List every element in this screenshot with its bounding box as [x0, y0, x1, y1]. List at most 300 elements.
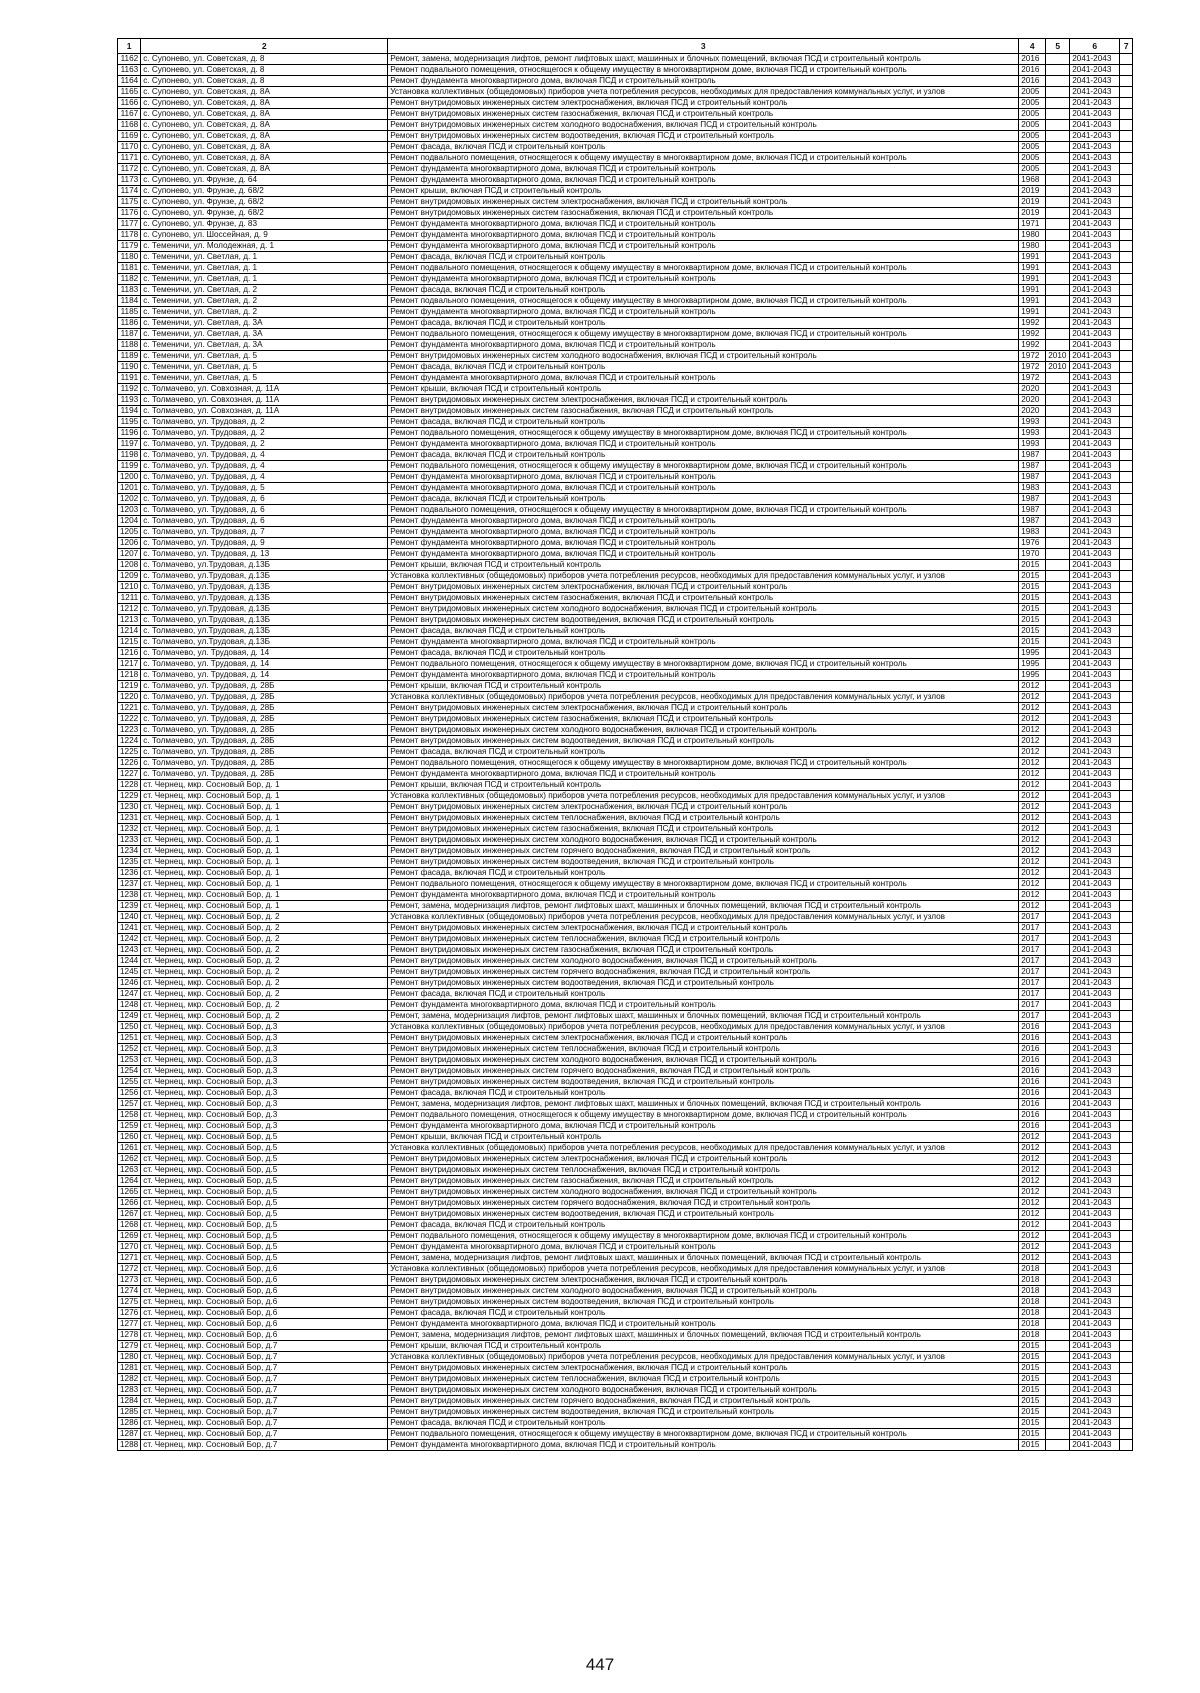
table-cell-col-4: 2012 [1019, 879, 1046, 890]
table-cell-col-1: 1242 [118, 934, 141, 945]
table-cell-col-1: 1212 [118, 604, 141, 615]
table-cell-col-1: 1287 [118, 1429, 141, 1440]
table-cell-col-4: 2019 [1019, 208, 1046, 219]
table-cell-col-7 [1120, 1143, 1133, 1154]
table-cell-col-3: Ремонт внутридомовых инженерных систем газоснабжения, включая ПСД и строительный контроль [388, 824, 1019, 835]
table-cell-col-2: с. Супонево, ул. Фрунзе, д. 68/2 [141, 186, 388, 197]
table-row [118, 1429, 1133, 1440]
table-cell-col-7 [1120, 230, 1133, 241]
table-cell-col-5 [1046, 1253, 1070, 1264]
table-cell-col-4: 1987 [1019, 450, 1046, 461]
table-row [118, 758, 1133, 769]
column-header: 2 [141, 39, 388, 54]
table-row [118, 1165, 1133, 1176]
table-cell-col-6: 2041-2043 [1070, 912, 1120, 923]
table-cell-col-6: 2041-2043 [1070, 582, 1120, 593]
table-cell-col-1: 1187 [118, 329, 141, 340]
table-cell-col-6: 2041-2043 [1070, 956, 1120, 967]
table-cell-col-5 [1046, 1154, 1070, 1165]
table-cell-col-5 [1046, 780, 1070, 791]
table-cell-col-3: Ремонт фундамента многоквартирного дома, включая ПСД и строительный контроль [388, 76, 1019, 87]
table-cell-col-6: 2041-2043 [1070, 131, 1120, 142]
table-cell-col-5 [1046, 1363, 1070, 1374]
table-cell-col-5 [1046, 1319, 1070, 1330]
table-cell-col-6: 2041-2043 [1070, 461, 1120, 472]
table-cell-col-4: 2020 [1019, 406, 1046, 417]
table-cell-col-3: Ремонт фасада, включая ПСД и строительный контроль [388, 1418, 1019, 1429]
table-cell-col-3: Ремонт внутридомовых инженерных систем теплоснабжения, включая ПСД и строительный контроль [388, 1165, 1019, 1176]
table-cell-col-5 [1046, 549, 1070, 560]
table-cell-col-4: 1983 [1019, 527, 1046, 538]
table-cell-col-3: Ремонт подвального помещения, относящегося к общему имуществу в многоквартирном доме, включая ПСД и строительный контроль [388, 329, 1019, 340]
table-cell-col-3: Ремонт фасада, включая ПСД и строительный контроль [388, 285, 1019, 296]
table-cell-col-2: с. Теменичи, ул. Светлая, д. 1 [141, 263, 388, 274]
repair-schedule-table [117, 38, 1133, 1451]
table-row [118, 296, 1133, 307]
table-cell-col-3: Ремонт фундамента многоквартирного дома, включая ПСД и строительный контроль [388, 1242, 1019, 1253]
table-cell-col-7 [1120, 219, 1133, 230]
table-cell-col-2: с. Толмачево, ул. Трудовая, д. 9 [141, 538, 388, 549]
table-cell-col-6: 2041-2043 [1070, 439, 1120, 450]
table-cell-col-7 [1120, 736, 1133, 747]
table-cell-col-5 [1046, 76, 1070, 87]
table-cell-col-2: с. Супонево, ул. Советская, д. 8 [141, 76, 388, 87]
table-cell-col-5 [1046, 1385, 1070, 1396]
table-cell-col-5 [1046, 1077, 1070, 1088]
table-cell-col-2: с. Супонево, ул. Советская, д. 8А [141, 109, 388, 120]
table-row [118, 472, 1133, 483]
table-row [118, 1110, 1133, 1121]
table-cell-col-6: 2041-2043 [1070, 714, 1120, 725]
table-cell-col-1: 1169 [118, 131, 141, 142]
table-row [118, 736, 1133, 747]
table-cell-col-6: 2041-2043 [1070, 1187, 1120, 1198]
table-cell-col-4: 2012 [1019, 1198, 1046, 1209]
table-cell-col-7 [1120, 87, 1133, 98]
table-cell-col-5 [1046, 230, 1070, 241]
table-cell-col-6: 2041-2043 [1070, 296, 1120, 307]
table-cell-col-7 [1120, 197, 1133, 208]
table-cell-col-6: 2041-2043 [1070, 505, 1120, 516]
table-cell-col-3: Ремонт фундамента многоквартирного дома, включая ПСД и строительный контроль [388, 670, 1019, 681]
table-cell-col-2: с. Толмачево, ул.Трудовая, д.13Б [141, 604, 388, 615]
table-cell-col-4: 2015 [1019, 560, 1046, 571]
table-cell-col-6: 2041-2043 [1070, 373, 1120, 384]
table-cell-col-5 [1046, 1132, 1070, 1143]
table-cell-col-4: 2016 [1019, 1022, 1046, 1033]
table-cell-col-2: с. Теменичи, ул. Светлая, д. 5 [141, 351, 388, 362]
table-cell-col-4: 2012 [1019, 868, 1046, 879]
table-row [118, 1000, 1133, 1011]
table-cell-col-1: 1282 [118, 1374, 141, 1385]
table-cell-col-3: Ремонт внутридомовых инженерных систем водоотведения, включая ПСД и строительный контроль [388, 978, 1019, 989]
table-cell-col-5 [1046, 439, 1070, 450]
table-cell-col-5 [1046, 1088, 1070, 1099]
table-row [118, 934, 1133, 945]
table-cell-col-7 [1120, 1385, 1133, 1396]
table-cell-col-2: с. Теменичи, ул. Светлая, д. 2 [141, 296, 388, 307]
table-cell-col-5 [1046, 1176, 1070, 1187]
table-cell-col-7 [1120, 1000, 1133, 1011]
table-cell-col-4: 2015 [1019, 626, 1046, 637]
column-header: 4 [1019, 39, 1046, 54]
table-cell-col-3: Ремонт внутридомовых инженерных систем газоснабжения, включая ПСД и строительный контроль [388, 1176, 1019, 1187]
table-cell-col-5 [1046, 593, 1070, 604]
table-cell-col-4: 2015 [1019, 615, 1046, 626]
table-cell-col-5 [1046, 736, 1070, 747]
table-cell-col-4: 2012 [1019, 747, 1046, 758]
table-row [118, 681, 1133, 692]
table-cell-col-3: Ремонт внутридомовых инженерных систем холодного водоснабжения, включая ПСД и строительный контроль [388, 1187, 1019, 1198]
table-cell-col-2: с. Теменичи, ул. Светлая, д. 3А [141, 340, 388, 351]
table-cell-col-3: Ремонт внутридомовых инженерных систем электроснабжения, включая ПСД и строительный контроль [388, 1363, 1019, 1374]
table-cell-col-2: ст. Чернец, мкр. Сосновый Бор, д. 1 [141, 824, 388, 835]
table-cell-col-3: Ремонт фундамента многоквартирного дома, включая ПСД и строительный контроль [388, 472, 1019, 483]
table-cell-col-7 [1120, 791, 1133, 802]
table-row [118, 362, 1133, 373]
table-cell-col-5 [1046, 417, 1070, 428]
table-cell-col-7 [1120, 1176, 1133, 1187]
table-cell-col-2: с. Толмачево, ул. Трудовая, д. 28Б [141, 692, 388, 703]
table-cell-col-5 [1046, 934, 1070, 945]
table-cell-col-5 [1046, 406, 1070, 417]
table-cell-col-5 [1046, 219, 1070, 230]
table-cell-col-6: 2041-2043 [1070, 450, 1120, 461]
table-cell-col-1: 1217 [118, 659, 141, 670]
table-cell-col-2: с. Теменичи, ул. Светлая, д. 3А [141, 318, 388, 329]
table-cell-col-6: 2041-2043 [1070, 252, 1120, 263]
table-cell-col-7 [1120, 846, 1133, 857]
table-cell-col-5 [1046, 516, 1070, 527]
table-cell-col-3: Ремонт внутридомовых инженерных систем горячего водоснабжения, включая ПСД и строительный контроль [388, 1396, 1019, 1407]
table-cell-col-4: 2018 [1019, 1319, 1046, 1330]
table-cell-col-3: Ремонт внутридомовых инженерных систем холодного водоснабжения, включая ПСД и строительный контроль [388, 351, 1019, 362]
table-cell-col-3: Ремонт подвального помещения, относящегося к общему имуществу в многоквартирном доме, включая ПСД и строительный контроль [388, 65, 1019, 76]
table-cell-col-3: Ремонт внутридомовых инженерных систем теплоснабжения, включая ПСД и строительный контроль [388, 1374, 1019, 1385]
table-cell-col-5 [1046, 879, 1070, 890]
table-cell-col-7 [1120, 1253, 1133, 1264]
table-cell-col-1: 1232 [118, 824, 141, 835]
table-cell-col-3: Ремонт внутридомовых инженерных систем холодного водоснабжения, включая ПСД и строительный контроль [388, 1286, 1019, 1297]
table-cell-col-1: 1211 [118, 593, 141, 604]
table-row [118, 439, 1133, 450]
table-row [118, 989, 1133, 1000]
table-cell-col-6: 2041-2043 [1070, 1220, 1120, 1231]
table-cell-col-6: 2041-2043 [1070, 351, 1120, 362]
table-cell-col-1: 1235 [118, 857, 141, 868]
table-cell-col-3: Ремонт подвального помещения, относящегося к общему имуществу в многоквартирном доме, включая ПСД и строительный контроль [388, 461, 1019, 472]
table-cell-col-4: 2017 [1019, 912, 1046, 923]
table-row [118, 1374, 1133, 1385]
table-row [118, 824, 1133, 835]
table-cell-col-1: 1288 [118, 1440, 141, 1451]
table-cell-col-3: Ремонт фасада, включая ПСД и строительный контроль [388, 494, 1019, 505]
table-cell-col-5 [1046, 1275, 1070, 1286]
table-cell-col-5 [1046, 1242, 1070, 1253]
table-cell-col-2: с. Супонево, ул. Советская, д. 8А [141, 142, 388, 153]
table-cell-col-7 [1120, 285, 1133, 296]
table-cell-col-4: 2017 [1019, 967, 1046, 978]
table-cell-col-7 [1120, 890, 1133, 901]
table-cell-col-1: 1197 [118, 439, 141, 450]
table-cell-col-6: 2041-2043 [1070, 1198, 1120, 1209]
table-cell-col-1: 1177 [118, 219, 141, 230]
table-cell-col-3: Ремонт внутридомовых инженерных систем электроснабжения, включая ПСД и строительный контроль [388, 98, 1019, 109]
table-cell-col-3: Ремонт, замена, модернизация лифтов, ремонт лифтовых шахт, машинных и блочных помещений, включая ПСД и строительный контроль [388, 1011, 1019, 1022]
table-cell-col-6: 2041-2043 [1070, 1165, 1120, 1176]
table-cell-col-3: Ремонт внутридомовых инженерных систем холодного водоснабжения, включая ПСД и строительный контроль [388, 1055, 1019, 1066]
table-cell-col-2: с. Толмачево, ул. Трудовая, д. 13 [141, 549, 388, 560]
table-cell-col-5 [1046, 461, 1070, 472]
table-row [118, 1319, 1133, 1330]
table-cell-col-7 [1120, 604, 1133, 615]
table-cell-col-6: 2041-2043 [1070, 164, 1120, 175]
table-cell-col-5 [1046, 692, 1070, 703]
table-cell-col-3: Ремонт фундамента многоквартирного дома, включая ПСД и строительный контроль [388, 1440, 1019, 1451]
table-cell-col-3: Ремонт внутридомовых инженерных систем газоснабжения, включая ПСД и строительный контроль [388, 109, 1019, 120]
table-cell-col-2: ст. Чернец, мкр. Сосновый Бор, д.3 [141, 1088, 388, 1099]
table-row [118, 659, 1133, 670]
table-cell-col-6: 2041-2043 [1070, 1440, 1120, 1451]
table-cell-col-6: 2041-2043 [1070, 901, 1120, 912]
table-row [118, 494, 1133, 505]
table-cell-col-5 [1046, 1264, 1070, 1275]
table-cell-col-7 [1120, 1033, 1133, 1044]
table-cell-col-2: с. Супонево, ул. Советская, д. 8А [141, 131, 388, 142]
table-cell-col-6: 2041-2043 [1070, 593, 1120, 604]
table-cell-col-2: с. Толмачево, ул. Трудовая, д. 5 [141, 483, 388, 494]
table-cell-col-4: 2016 [1019, 1110, 1046, 1121]
table-cell-col-4: 1995 [1019, 659, 1046, 670]
table-cell-col-7 [1120, 208, 1133, 219]
table-cell-col-4: 2015 [1019, 1396, 1046, 1407]
table-cell-col-2: ст. Чернец, мкр. Сосновый Бор, д.3 [141, 1044, 388, 1055]
table-cell-col-4: 2016 [1019, 1099, 1046, 1110]
table-cell-col-6: 2041-2043 [1070, 307, 1120, 318]
table-cell-col-1: 1168 [118, 120, 141, 131]
table-cell-col-2: с. Толмачево, ул. Трудовая, д. 4 [141, 461, 388, 472]
table-row [118, 912, 1133, 923]
table-cell-col-6: 2041-2043 [1070, 120, 1120, 131]
table-cell-col-5 [1046, 1231, 1070, 1242]
table-cell-col-1: 1163 [118, 65, 141, 76]
table-row [118, 967, 1133, 978]
table-cell-col-7 [1120, 461, 1133, 472]
table-cell-col-4: 2020 [1019, 384, 1046, 395]
table-row [118, 835, 1133, 846]
table-row [118, 1253, 1133, 1264]
table-row [118, 516, 1133, 527]
table-cell-col-7 [1120, 824, 1133, 835]
table-row [118, 1132, 1133, 1143]
table-cell-col-5 [1046, 241, 1070, 252]
table-cell-col-6: 2041-2043 [1070, 626, 1120, 637]
table-cell-col-1: 1209 [118, 571, 141, 582]
table-cell-col-3: Ремонт внутридомовых инженерных систем холодного водоснабжения, включая ПСД и строительный контроль [388, 956, 1019, 967]
table-cell-col-6: 2041-2043 [1070, 681, 1120, 692]
table-cell-col-7 [1120, 1363, 1133, 1374]
table-cell-col-4: 2016 [1019, 1077, 1046, 1088]
table-cell-col-7 [1120, 1264, 1133, 1275]
table-cell-col-2: ст. Чернец, мкр. Сосновый Бор, д.5 [141, 1209, 388, 1220]
table-cell-col-5 [1046, 1022, 1070, 1033]
table-cell-col-4: 1971 [1019, 219, 1046, 230]
table-cell-col-3: Установка коллективных (общедомовых) приборов учета потребления ресурсов, необходимых для предоставления коммунальных услуг, и узлов [388, 791, 1019, 802]
table-cell-col-7 [1120, 714, 1133, 725]
table-row [118, 956, 1133, 967]
table-cell-col-7 [1120, 593, 1133, 604]
table-cell-col-6: 2041-2043 [1070, 318, 1120, 329]
table-cell-col-7 [1120, 659, 1133, 670]
table-cell-col-1: 1221 [118, 703, 141, 714]
table-cell-col-2: с. Теменичи, ул. Светлая, д. 3А [141, 329, 388, 340]
table-cell-col-6: 2041-2043 [1070, 395, 1120, 406]
table-cell-col-6: 2041-2043 [1070, 967, 1120, 978]
table-cell-col-1: 1195 [118, 417, 141, 428]
table-row [118, 329, 1133, 340]
table-cell-col-6: 2041-2043 [1070, 1319, 1120, 1330]
table-cell-col-3: Ремонт внутридомовых инженерных систем газоснабжения, включая ПСД и строительный контроль [388, 714, 1019, 725]
table-cell-col-4: 2012 [1019, 890, 1046, 901]
table-cell-col-3: Ремонт крыши, включая ПСД и строительный контроль [388, 780, 1019, 791]
table-row [118, 1022, 1133, 1033]
table-cell-col-2: с. Толмачево, ул.Трудовая, д.13Б [141, 582, 388, 593]
table-row [118, 252, 1133, 263]
table-cell-col-3: Ремонт фундамента многоквартирного дома, включая ПСД и строительный контроль [388, 439, 1019, 450]
table-cell-col-6: 2041-2043 [1070, 725, 1120, 736]
table-cell-col-3: Ремонт крыши, включая ПСД и строительный контроль [388, 1132, 1019, 1143]
table-cell-col-3: Ремонт фасада, включая ПСД и строительный контроль [388, 626, 1019, 637]
table-row [118, 318, 1133, 329]
table-cell-col-2: ст. Чернец, мкр. Сосновый Бор, д.6 [141, 1275, 388, 1286]
table-cell-col-2: ст. Чернец, мкр. Сосновый Бор, д.7 [141, 1418, 388, 1429]
table-row [118, 604, 1133, 615]
table-cell-col-3: Ремонт фундамента многоквартирного дома, включая ПСД и строительный контроль [388, 1319, 1019, 1330]
table-cell-col-5 [1046, 1374, 1070, 1385]
table-cell-col-3: Ремонт крыши, включая ПСД и строительный контроль [388, 560, 1019, 571]
table-cell-col-6: 2041-2043 [1070, 219, 1120, 230]
table-row [118, 582, 1133, 593]
table-row [118, 1275, 1133, 1286]
table-cell-col-6: 2041-2043 [1070, 208, 1120, 219]
table-cell-col-4: 2017 [1019, 989, 1046, 1000]
table-cell-col-3: Ремонт фундамента многоквартирного дома, включая ПСД и строительный контроль [388, 230, 1019, 241]
table-cell-col-4: 2005 [1019, 131, 1046, 142]
table-cell-col-2: с. Толмачево, ул. Трудовая, д. 2 [141, 439, 388, 450]
table-cell-col-3: Ремонт внутридомовых инженерных систем водоотведения, включая ПСД и строительный контроль [388, 1209, 1019, 1220]
table-cell-col-7 [1120, 1088, 1133, 1099]
table-cell-col-2: с. Супонево, ул. Советская, д. 8А [141, 120, 388, 131]
table-row [118, 197, 1133, 208]
table-cell-col-7 [1120, 1440, 1133, 1451]
table-cell-col-3: Ремонт фасада, включая ПСД и строительный контроль [388, 648, 1019, 659]
table-cell-col-1: 1170 [118, 142, 141, 153]
table-row [118, 1396, 1133, 1407]
table-cell-col-5 [1046, 1044, 1070, 1055]
table-cell-col-1: 1257 [118, 1099, 141, 1110]
table-row [118, 1308, 1133, 1319]
table-cell-col-3: Ремонт подвального помещения, относящегося к общему имуществу в многоквартирном доме, включая ПСД и строительный контроль [388, 153, 1019, 164]
table-cell-col-1: 1220 [118, 692, 141, 703]
table-cell-col-3: Ремонт внутридомовых инженерных систем горячего водоснабжения, включая ПСД и строительный контроль [388, 967, 1019, 978]
table-cell-col-1: 1234 [118, 846, 141, 857]
table-cell-col-7 [1120, 758, 1133, 769]
table-cell-col-2: с. Толмачево, ул.Трудовая, д.13Б [141, 626, 388, 637]
table-cell-col-3: Ремонт внутридомовых инженерных систем водоотведения, включая ПСД и строительный контроль [388, 131, 1019, 142]
table-cell-col-4: 2012 [1019, 1253, 1046, 1264]
table-cell-col-4: 2019 [1019, 197, 1046, 208]
table-cell-col-5 [1046, 186, 1070, 197]
table-cell-col-1: 1238 [118, 890, 141, 901]
table-cell-col-6: 2041-2043 [1070, 989, 1120, 1000]
table-cell-col-3: Ремонт внутридомовых инженерных систем водоотведения, включая ПСД и строительный контроль [388, 615, 1019, 626]
table-cell-col-3: Ремонт, замена, модернизация лифтов, ремонт лифтовых шахт, машинных и блочных помещений, включая ПСД и строительный контроль [388, 1099, 1019, 1110]
table-row [118, 692, 1133, 703]
table-cell-col-4: 1987 [1019, 516, 1046, 527]
table-cell-col-5 [1046, 395, 1070, 406]
table-cell-col-1: 1194 [118, 406, 141, 417]
table-cell-col-3: Установка коллективных (общедомовых) приборов учета потребления ресурсов, необходимых для предоставления коммунальных услуг, и узлов [388, 912, 1019, 923]
table-cell-col-3: Установка коллективных (общедомовых) приборов учета потребления ресурсов, необходимых для предоставления коммунальных услуг, и узлов [388, 571, 1019, 582]
table-cell-col-1: 1246 [118, 978, 141, 989]
table-cell-col-2: с. Теменичи, ул. Светлая, д. 1 [141, 274, 388, 285]
table-cell-col-5 [1046, 1099, 1070, 1110]
table-cell-col-2: ст. Чернец, мкр. Сосновый Бор, д.7 [141, 1352, 388, 1363]
table-cell-col-4: 2018 [1019, 1286, 1046, 1297]
table-cell-col-7 [1120, 901, 1133, 912]
table-cell-col-6: 2041-2043 [1070, 1242, 1120, 1253]
table-row [118, 769, 1133, 780]
table-cell-col-7 [1120, 263, 1133, 274]
table-cell-col-4: 2019 [1019, 186, 1046, 197]
table-cell-col-5 [1046, 120, 1070, 131]
table-cell-col-5 [1046, 1418, 1070, 1429]
table-cell-col-3: Ремонт внутридомовых инженерных систем электроснабжения, включая ПСД и строительный контроль [388, 703, 1019, 714]
table-cell-col-4: 1993 [1019, 428, 1046, 439]
table-cell-col-5 [1046, 1341, 1070, 1352]
table-row [118, 747, 1133, 758]
table-cell-col-2: ст. Чернец, мкр. Сосновый Бор, д. 1 [141, 780, 388, 791]
table-row [118, 890, 1133, 901]
table-cell-col-5 [1046, 98, 1070, 109]
table-cell-col-6: 2041-2043 [1070, 76, 1120, 87]
table-body [118, 54, 1133, 1451]
table-cell-col-3: Ремонт внутридомовых инженерных систем горячего водоснабжения, включая ПСД и строительный контроль [388, 1198, 1019, 1209]
table-cell-col-5 [1046, 1143, 1070, 1154]
table-cell-col-2: с. Супонево, ул. Фрунзе, д. 64 [141, 175, 388, 186]
table-row [118, 648, 1133, 659]
table-cell-col-7 [1120, 1055, 1133, 1066]
table-cell-col-7 [1120, 1099, 1133, 1110]
table-cell-col-2: ст. Чернец, мкр. Сосновый Бор, д. 2 [141, 912, 388, 923]
table-cell-col-7 [1120, 1242, 1133, 1253]
table-row [118, 1099, 1133, 1110]
table-cell-col-7 [1120, 989, 1133, 1000]
table-cell-col-7 [1120, 1418, 1133, 1429]
table-cell-col-5 [1046, 1055, 1070, 1066]
table-cell-col-4: 2012 [1019, 846, 1046, 857]
table-cell-col-5 [1046, 912, 1070, 923]
table-cell-col-3: Ремонт, замена, модернизация лифтов, ремонт лифтовых шахт, машинных и блочных помещений, включая ПСД и строительный контроль [388, 901, 1019, 912]
table-row [118, 1033, 1133, 1044]
table-cell-col-4: 1993 [1019, 439, 1046, 450]
table-cell-col-2: с. Супонево, ул. Фрунзе, д. 83 [141, 219, 388, 230]
table-cell-col-5 [1046, 263, 1070, 274]
table-cell-col-1: 1203 [118, 505, 141, 516]
table-cell-col-4: 2005 [1019, 142, 1046, 153]
table-cell-col-4: 2012 [1019, 780, 1046, 791]
table-cell-col-7 [1120, 1165, 1133, 1176]
